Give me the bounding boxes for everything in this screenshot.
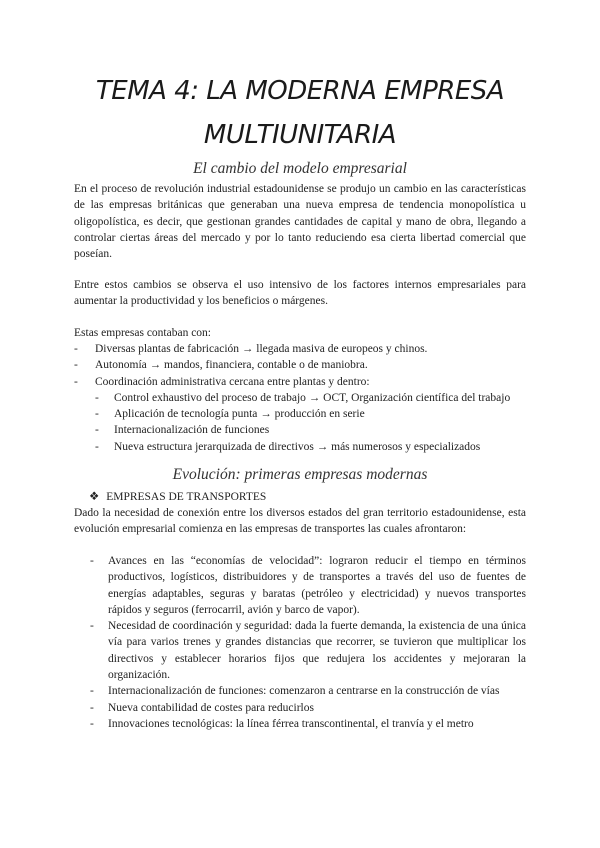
list-item: - Autonomía → mandos, financiera, contable o de maniobra. [74, 357, 526, 373]
paragraph-transportes: Dado la necesidad de conexión entre los diversos estados del gran territorio estadounidense, esta evolución empresarial comienza en las empresas de transportes las cuales afrontaron: [74, 507, 526, 536]
page-title-line-2: MULTIUNITARIA [203, 120, 397, 150]
section-heading-evolucion: Evolución: primeras empresas modernas [172, 466, 428, 483]
list-item-text: Coordinación administrativa cercana entre plantas y dentro: [95, 375, 370, 388]
sub-list-item: - Control exhaustivo del proceso de trabajo → OCT, Organización científica del trabajo [95, 390, 526, 406]
list-item: - Nueva contabilidad de costes para reducirlos [74, 700, 526, 716]
sub-list-item: - Internacionalización de funciones [95, 422, 526, 438]
subsection-heading [89, 489, 266, 503]
section-heading-cambio: El cambio del modelo empresarial [193, 160, 407, 177]
sub-list-item: - Aplicación de tecnología punta → producción en serie [95, 406, 526, 422]
list-item [74, 374, 526, 455]
list-item: - Innovaciones tecnológicas: la línea férrea transcontinental, el tranvía y el metro [74, 716, 526, 732]
list-item: - Necesidad de coordinación y seguridad: dada la fuerte demanda, la existencia de una única vía para varios trenes y grandes distancias que recorrer, se tuvieron que multiplicar los directivos y establecer horarios fijos que redujera los accidentes y mejoraran la organización. [74, 618, 526, 683]
features-list [74, 341, 526, 455]
list-item: - Internacionalización de funciones: comenzaron a centrarse en la construcción de vías [74, 683, 526, 699]
list-item: - Avances en las “economías de velocidad”: lograron reducir el tiempo en términos productivos, logísticos, distribuidores y de transportes a través del uso de fuentes de energías adaptables, seguras y baratas (petróleo y electricidad) y nuevos transportes rápidos y seguros (ferrocarril, avión y barco de vapor). [74, 553, 526, 618]
page-title-line-1: TEMA 4: LA MODERNA EMPRESA [95, 76, 505, 106]
paragraph-intro: En el proceso de revolución industrial estadounidense se produjo un cambio en las características de las empresas británicas que generaban una nueva empresa de tendencia monopolística u oligopolística, es decir, que gestionan grandes cantidades de capital y mano de obra, llegando a controlar ciertas áreas del mercado y por lo tanto reduciendo esa cierta libertad comercial que poseían. [74, 183, 526, 261]
list-item: - Diversas plantas de fabricación → llegada masiva de europeos y chinos. [74, 341, 526, 357]
diamond-bullet-icon: ❖ [89, 491, 100, 503]
paragraph-cambios: Entre estos cambios se observa el uso intensivo de los factores internos empresariales para aumentar la productividad y los beneficios o márgenes. [74, 279, 526, 308]
list-intro: Estas empresas contaban con: [74, 327, 211, 339]
transport-list [74, 553, 526, 732]
sub-list [95, 390, 526, 455]
sub-list-item: - Nueva estructura jerarquizada de directivos → más numerosos y especializados [95, 439, 526, 455]
subsection-heading-text: EMPRESAS DE TRANSPORTES [106, 491, 267, 503]
